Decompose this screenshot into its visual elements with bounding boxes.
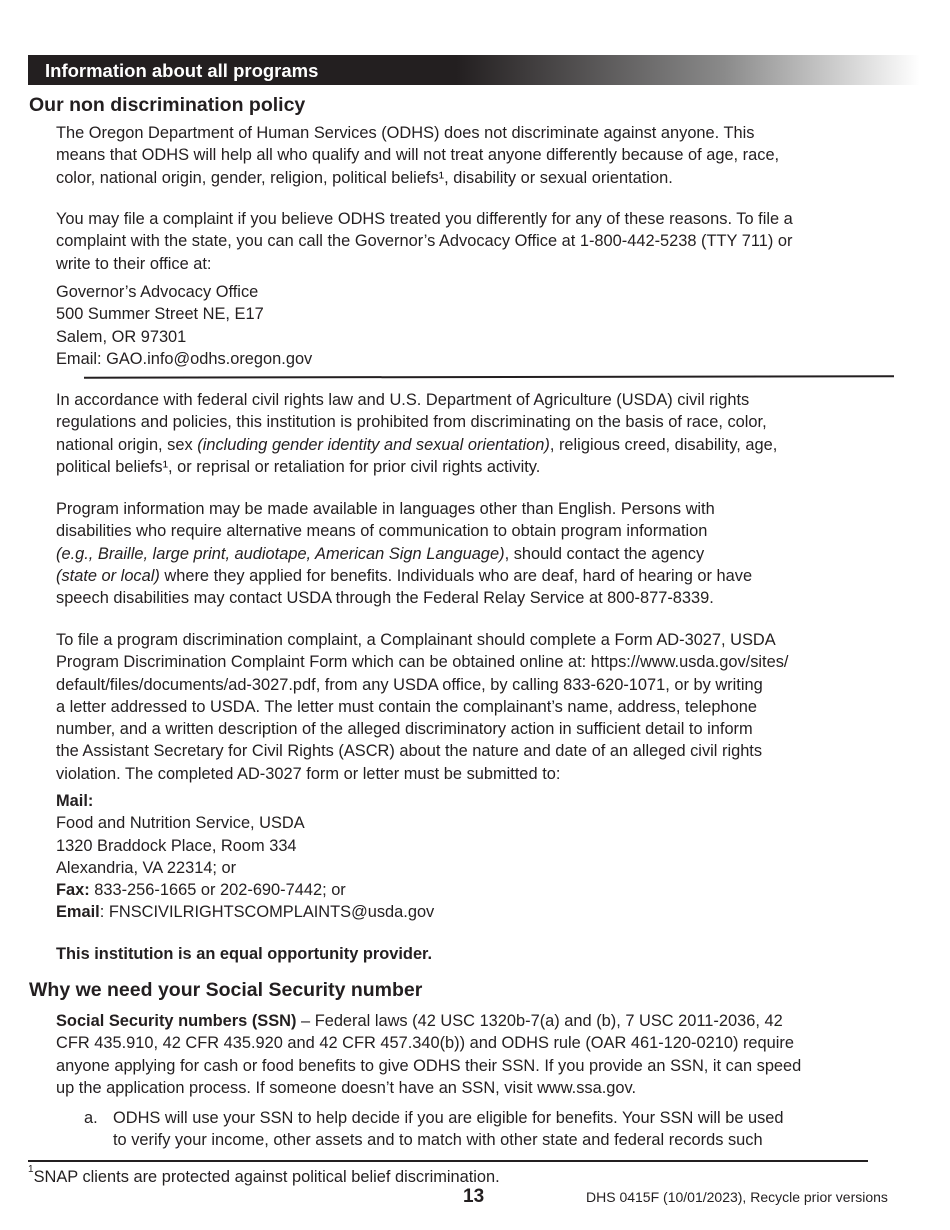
- paragraph-usda-civil-rights: In accordance with federal civil rights law and U.S. Department of Agriculture (USDA) civil rights regulations and policies, this institution is prohibited from discriminating on the basis of race, color, national origin, sex (including gender identity and sexual orientation), religious creed, disability, age, political beliefs¹, or reprisal or retaliation for prior civil rights activity.: [56, 391, 778, 476]
- footnote: $^1$SNAP clients are protected against political belief discrimination.: [28, 1164, 500, 1186]
- paragraph-program-info: Program information may be made available in languages other than English. Persons with disabilities who require alternative means of communication to obtain program information (e.g., Braille, large print, audiotape, American Sign Language), should contact the agency (state or local) where they applied for benefits. Individuals who are deaf, hard of hearing or have speech disabilities may contact USDA through the Federal Relay Service at 800-877-8339.: [56, 500, 753, 608]
- equal-opportunity-statement: This institution is an equal opportunity provider.: [56, 945, 433, 963]
- paragraph-ssn: Social Security numbers (SSN) – Federal laws (42 USC 1320b-7(a) and (b), 7 USC 2011-2036, 42 CFR 435.910, 42 CFR 435.920 and 42 CFR 457.340(b)) and ODHS rule (OAR 461-120-0210) require anyone applying for cash or food benefits to give ODHS their SSN. If you provide an SSN, it can speed up the application process. If someone doesn’t have an SSN, visit www.ssa.gov.: [56, 1012, 802, 1097]
- form-identifier: DHS 0415F (10/01/2023), Recycle prior versions: [586, 1189, 888, 1205]
- section-banner: [28, 55, 920, 85]
- paragraph-file-complaint: You may file a complaint if you believe ODHS treated you differently for any of these reasons. To file a complaint with the state, you can call the Governor’s Advocacy Office at 1-800-442-5238 (TTY 711) or write to their office at:: [56, 210, 793, 273]
- page-number: 13: [463, 1186, 485, 1207]
- usda-mail-block: Mail: Food and Nutrition Service, USDA 1320 Braddock Place, Room 334 Alexandria, VA 22314; or Fax: 833-256-1665 or 202-690-7442; or Email: FNSCIVILRIGHTSCOMPLAINTS@usda.gov: [56, 790, 918, 924]
- paragraph-odhs-policy: The Oregon Department of Human Services (ODHS) does not discriminate against anyone. This means that ODHS will help all who qualify and will not treat anyone differently because of age, race, color, national origin, gender, religion, political beliefs¹, disability or sexual orientation.: [56, 124, 780, 187]
- banner-title: Information about all programs: [45, 60, 319, 81]
- address-governor-office: Governor’s Advocacy Office 500 Summer Street NE, E17 Salem, OR 97301 Email: GAO.info@odhs.oregon.gov: [56, 283, 313, 368]
- email-line: Email: FNSCIVILRIGHTSCOMPLAINTS@usda.gov: [56, 903, 435, 922]
- heading-nondiscrimination: Our non discrimination policy: [29, 94, 306, 116]
- footnote-divider: [28, 1160, 868, 1162]
- paragraph-file-program-complaint: To file a program discrimination complaint, a Complainant should complete a Form AD-3027, USDA Program Discrimination Complaint Form which can be obtained online at: https://www.usda.gov/sites/ default/files/documents/ad-3027.pdf, from any USDA office, by calling 833-620-1071, or by writing a letter addressed to USDA. The letter must contain the complainant’s name, address, telephone number, and a written description of the alleged discriminatory action in sufficient detail to inform the Assistant Secretary for Civil Rights (ASCR) about the nature and date of an alleged civil rights violation. The completed AD-3027 form or letter must be submitted to:: [56, 631, 789, 783]
- divider: [84, 375, 894, 378]
- fax-line: Fax: 833-256-1665 or 202-690-7442; or: [56, 881, 346, 900]
- heading-ssn: Why we need your Social Security number: [29, 979, 423, 1001]
